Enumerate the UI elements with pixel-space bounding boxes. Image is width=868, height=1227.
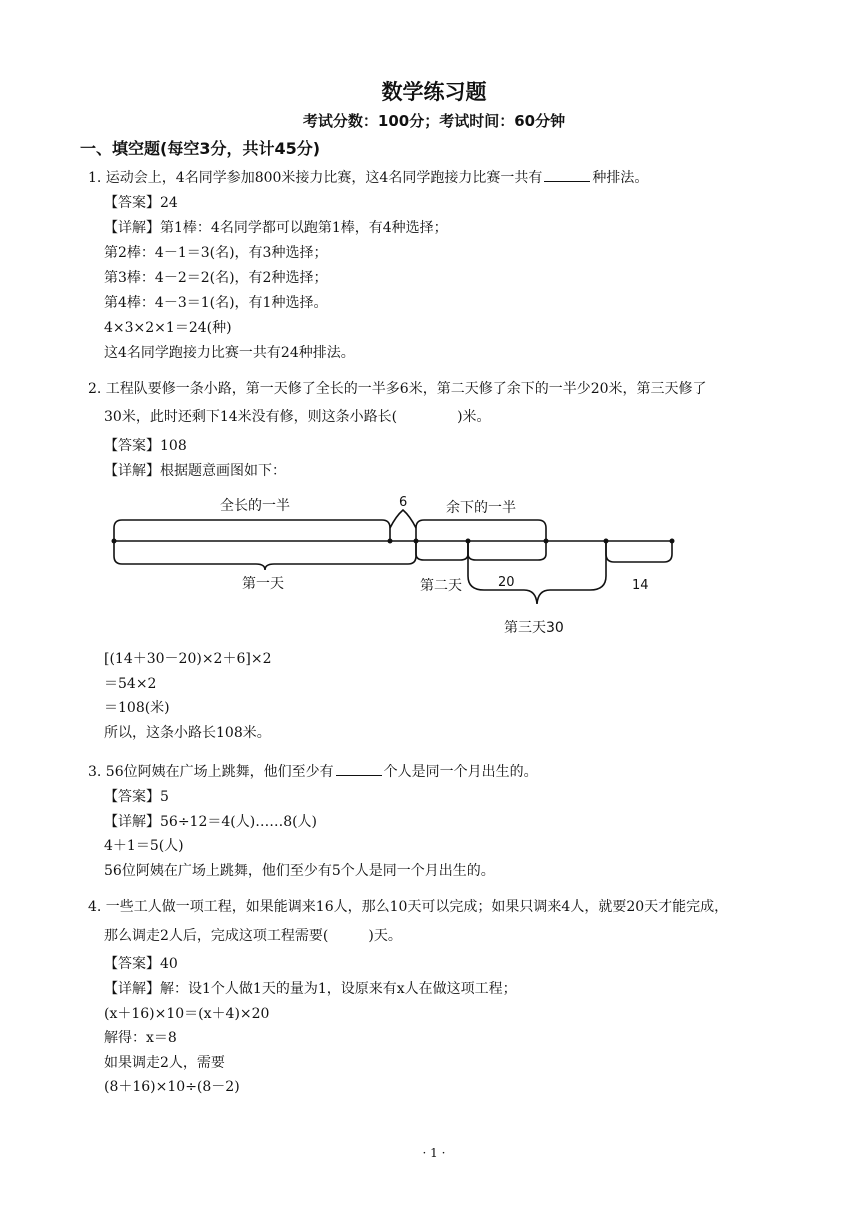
question-3 bbox=[88, 761, 538, 781]
point bbox=[388, 539, 393, 544]
brace-rest-half bbox=[416, 520, 546, 539]
label-rest-half: 余下的一半 bbox=[446, 500, 516, 516]
section-heading: 一、填空题(每空3分，共计45分) bbox=[80, 139, 321, 158]
equation-line: 解得：x＝8 bbox=[104, 1030, 177, 1046]
point bbox=[466, 539, 471, 544]
answer-label: 【答案】24 bbox=[104, 195, 178, 211]
point bbox=[414, 539, 419, 544]
equation-line: (8＋16)×10÷(8－2) bbox=[104, 1079, 240, 1095]
question-3-text: 3. 56位阿姨在广场上跳舞，他们至少有 bbox=[88, 764, 334, 780]
question-4-continued bbox=[104, 927, 402, 945]
explanation-line: 如果调走2人，需要 bbox=[104, 1055, 225, 1071]
question-1-text: 1. 运动会上，4名同学参加800米接力比赛，这4名同学跑接力比赛一共有 bbox=[88, 170, 543, 186]
brace-6 bbox=[390, 510, 416, 528]
explanation-line: 这4名同学跑接力比赛一共有24种排法。 bbox=[104, 345, 355, 361]
question-2-text-end: )米。 bbox=[457, 409, 491, 425]
explanation-line: 4×3×2×1＝24(种) bbox=[104, 320, 232, 336]
answer-blank bbox=[544, 167, 590, 182]
equation-line: (x＋16)×10＝(x＋4)×20 bbox=[104, 1006, 270, 1022]
explanation-line: 第3棒：4－2＝2(名)，有2种选择； bbox=[104, 270, 328, 286]
point bbox=[670, 539, 675, 544]
brace-day1 bbox=[114, 543, 416, 570]
label-20: 20 bbox=[498, 575, 515, 590]
question-2-continued bbox=[104, 408, 491, 426]
page-number: · 1 · bbox=[422, 1146, 446, 1160]
question-2: 2. 工程队要修一条小路，第一天修了全长的一半多6米，第二天修了余下的一半少20米，第三天修了 bbox=[88, 381, 707, 397]
label-14: 14 bbox=[632, 578, 649, 593]
question-4-text: 那么调走2人后，完成这项工程需要( bbox=[104, 928, 329, 944]
label-half: 全长的一半 bbox=[220, 498, 290, 514]
brace-day2 bbox=[416, 543, 468, 560]
question-4-text-end: )天。 bbox=[368, 928, 402, 944]
answer-label: 【答案】108 bbox=[104, 438, 187, 454]
explanation-line: 【详解】第1棒：4名同学都可以跑第1棒，有4种选择； bbox=[104, 220, 448, 236]
explanation-line: 【详解】56÷12＝4(人)……8(人) bbox=[104, 814, 318, 830]
question-3-text-end: 个人是同一个月出生的。 bbox=[383, 764, 538, 780]
answer-label: 【答案】40 bbox=[104, 956, 178, 972]
explanation-line: 第2棒：4－1＝3(名)，有3种选择； bbox=[104, 245, 328, 261]
explanation-line: 第4棒：4－3＝1(名)，有1种选择。 bbox=[104, 295, 328, 311]
answer-blank bbox=[336, 761, 382, 776]
brace-20 bbox=[468, 543, 546, 560]
label-day3: 第三天30 bbox=[504, 620, 564, 636]
question-4: 4. 一些工人做一项工程，如果能调来16人，那么10天可以完成；如果只调来4人，就要20天才能完成， bbox=[88, 899, 729, 915]
question-1 bbox=[88, 167, 648, 187]
label-day1: 第一天 bbox=[242, 576, 284, 592]
brace-half bbox=[114, 520, 390, 539]
label-6: 6 bbox=[399, 495, 408, 510]
point bbox=[604, 539, 609, 544]
question-1-text-end: 种排法。 bbox=[592, 170, 649, 186]
conclusion-line: 所以，这条小路长108米。 bbox=[104, 725, 271, 741]
label-day2: 第二天 bbox=[420, 578, 462, 594]
answer-label: 【答案】5 bbox=[104, 789, 169, 805]
point bbox=[112, 539, 117, 544]
brace-day3 bbox=[468, 543, 606, 604]
page-title: 数学练习题 bbox=[381, 80, 487, 104]
calc-line: ＝108(米) bbox=[104, 700, 170, 716]
explanation-line: 【详解】根据题意画图如下： bbox=[104, 463, 286, 479]
exam-info: 考试分数：100分；考试时间：60分钟 bbox=[302, 112, 566, 130]
calc-line: ＝54×2 bbox=[104, 676, 157, 692]
explanation-line: 4＋1＝5(人) bbox=[104, 838, 184, 854]
brace-14 bbox=[606, 543, 672, 562]
question-2-text: 30米，此时还剩下14米没有修，则这条小路长( bbox=[104, 409, 398, 425]
calc-line: [(14＋30－20)×2＋6]×2 bbox=[104, 651, 272, 667]
explanation-line: 【详解】解：设1个人做1天的量为1，设原来有x人在做这项工程； bbox=[104, 981, 517, 997]
line-segment-diagram bbox=[100, 486, 700, 646]
explanation-line: 56位阿姨在广场上跳舞，他们至少有5个人是同一个月出生的。 bbox=[104, 863, 495, 879]
point bbox=[544, 539, 549, 544]
